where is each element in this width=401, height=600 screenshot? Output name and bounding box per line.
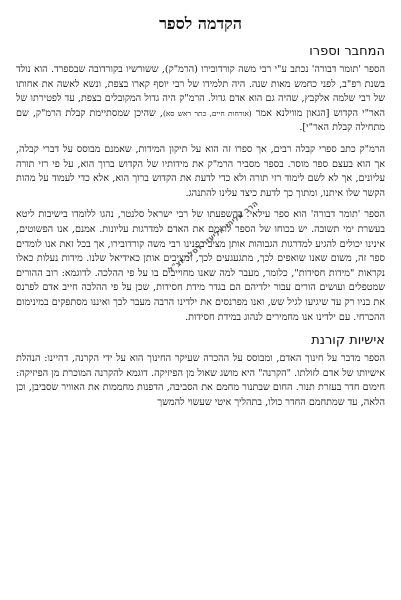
page-title: הקדמה לספר [159,14,242,33]
paragraph-3: הספר 'תומר דבורה' הוא ספר עילאי. בהשפעתו של רבי ישראל סלנטר, נהגו ללומדו בישיבות ליטא בעשרת ימי תשובה. יש בכוחו של הספר לרומם את האדם למדרגות עליונות. אמנם, אנו הפשוטים, אינינו יכולים להגיע למדרגות הגבוהות אותן מציב בפנינו רבי משה קורדובירו, אך בכל זאת אנו לומדים ספר זה, משום שאנו שואפים לכך, מתגעגעים לכך, ומציבים אותן כאידיאל שלנו. מידות נעלות כאלו נקראות "מידות חסידות", כלומר, מעבר למה שאנו מחוייבים בו על פי ההלכה. לדוגמא: רוב ההורים שמטפלים ועושים הורים עבור ילדיהם הם בגדר מידת חסידות, שכן על פי ההלכה חייב אדם לפרנס את בניו רק עד שיגיעו לגיל שש, ואנו מפרנסים את ילדינו הרבה מעבר לכך ואיננו מסתפקים במינימום ההכרחי. עם ילדינו אנו מחמירים לנהוג במידת חסידות. [16,209,385,323]
paragraph-1 [16,63,385,136]
paragraph-4: הספר מדבר על חינוך האדם, ומבוסס על ההכרה שעיקר החינוך הוא על ידי הקרנה, דהיינו: הנהלת אישיותו של אדם לזולתו. "הקרנה" היא מושג שאול מן הפיזיקה. דוגמא להקרנה המוכרת מן הפיזיקה: חימום חדר בעזרת תנור. החום שבתנור מחמם את הסביבה, הדפנות מחממות את האוויר שסביבן, וכן הלאה, עד שמתחמם החדר כולו, בתהליך איטי שעשוי להמשך [16,353,385,408]
paragraph-1-source: (אורחות חיים, כתר ראש סא) [162,108,252,118]
paragraph-1-text: הספר 'תומר דבורה' נכתב ע"י רבי משה קורדובירו (הרמ"ק), ששורשיו בקורדובה שבספרד. הוא נולד בשנת רפ"ב, לפני כחמש מאות שנה. היה תלמידו של רבי יוסף קארו בצפת, ונשא לאשה את אחותו של רבי שלמה אלקבץ, שהיה גם הוא אדם גדול. הרמ"ק היה גדול המקובלים בצפת, עד לפטירתו של האר"י הקדוש [הגאון מווילנא אמר [16,64,385,119]
section-heading-personality: אישיות קורנת [311,333,385,349]
paragraph-1-end: , שהיכן שמסתיימת קבלת הרמ"ק, שם מתחילה קבלת האר"י]. [16,107,385,134]
section-heading-author: המחבר וספרו [309,44,385,59]
watermark-stamp: הרב אליהו אליעזר דסלר זצ"ל [166,198,260,275]
paragraph-2: הרמ"ק כתב ספרי קבלה רבים, אך ספרו זה הוא על תיקון המידות, שאמנם מבוסס על דברי קבלה, אך הוא בעצם ספר מוסר. בספר מסביר הרמ"ק את מידותיו של הקדוש ברוך הוא, על פי רזי תורה עליונים, אך לא לשם לימוד רזי תורה ולא כדי לדעת את הקדוש ברוך הוא, אלא כדי לעמוד על מהות הקשר שלו איתנו, ומתוך כך לדעת כיצד עלינו להתנהג. [16,143,385,199]
